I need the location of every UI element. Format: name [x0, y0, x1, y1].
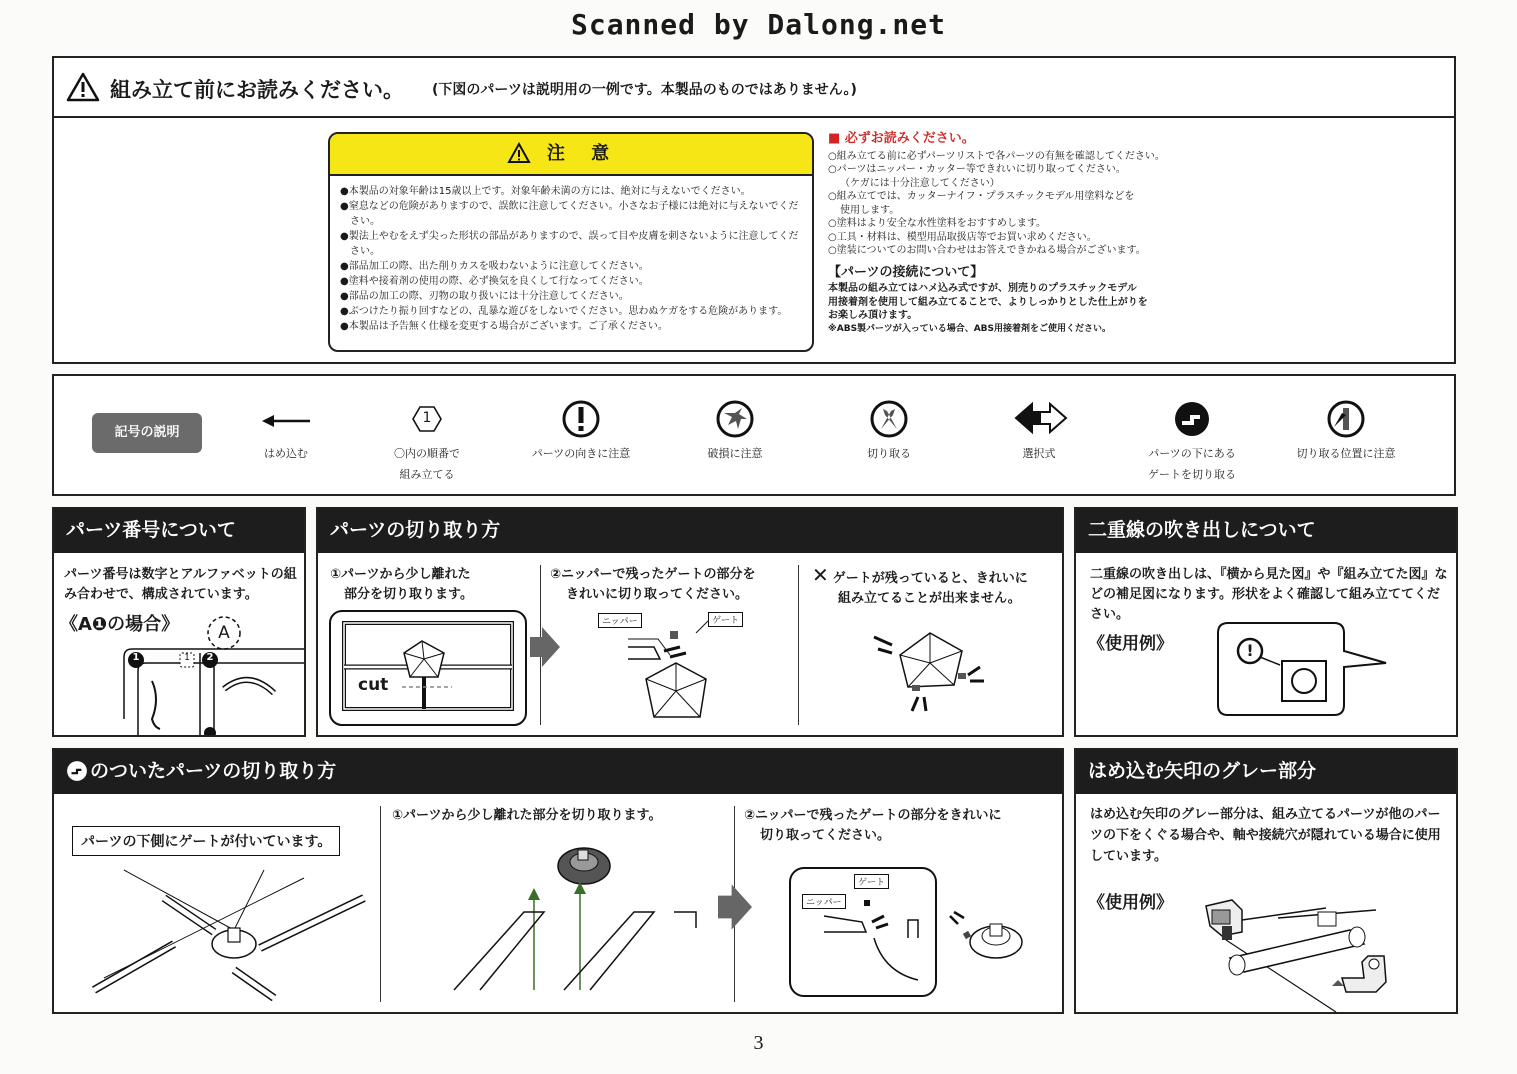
double-line-text: 二重線の吹き出しは、『横から見た図』や『組み立てた図』などの補足図になります。形状をよく確認して組み立ててください。	[1090, 567, 1448, 622]
part-number-text: パーツ番号は数字とアルファベットの組み合わせで、構成されています。	[64, 567, 297, 602]
must-read-item: ○工具・材料は、模型用品取扱店等でお買い求めください。	[828, 231, 1097, 243]
intro-subtitle: (下図のパーツは説明用の一例です。本製品のものではありません。)	[432, 82, 857, 98]
double-arrow-icon	[1014, 401, 1068, 435]
caution-triangle-icon	[508, 143, 530, 163]
double-line-mark: !	[1246, 641, 1254, 660]
gate-under-header	[54, 750, 1062, 794]
gate-under-title: のついたパーツの切り取り方	[90, 760, 337, 782]
symbol-label: 〇内の順番で 組み立てる	[394, 447, 460, 481]
gate-under-divider	[380, 806, 381, 1002]
caution-item: ●ぶつけたり振り回すなどの、乱暴な遊びをしないでください。思わぬケガをする危険があります。	[340, 306, 788, 317]
gate-label: ゲート	[708, 612, 743, 627]
part-small-tag: 1	[184, 653, 190, 663]
trim-nipper-label: ニッパー	[802, 894, 846, 909]
connect-line: お楽しみ頂けます。	[828, 310, 918, 321]
runner-letter-a: A	[218, 623, 230, 643]
under-gate-icon	[66, 760, 88, 782]
must-read-item: ○組み立てでは、カッターナイフ・プラスチックモデル用塗料などを	[828, 191, 1135, 202]
must-read-title: ■ 必ずお読みください。	[828, 131, 975, 146]
step-arrow-icon	[530, 627, 560, 667]
runner-under-diagram	[64, 858, 374, 1008]
insert-arrow-example: 《使用例》	[1088, 893, 1173, 913]
part-tag-2: 2	[206, 652, 214, 663]
insert-arrow-diagram	[1186, 880, 1456, 1010]
gate-under-step2: ②ニッパーで残ったゲートの部分をきれいに 切り取ってください。	[744, 808, 1002, 843]
exclamation-icon	[561, 399, 601, 439]
caution-item: ●塗料や接着剤の使用の際、必ず換気を良くして行なってください。	[340, 276, 649, 287]
cut-position-icon	[1326, 399, 1366, 439]
hexagon-number-glyph: 1	[422, 410, 432, 426]
runner-diagram	[54, 609, 304, 735]
must-read-item: ○塗料はより安全な水性塗料をおすすめします。	[828, 218, 1047, 229]
symbol-label: 切り取る	[867, 447, 911, 460]
scanned-watermark: Scanned by Dalong.net	[570, 8, 946, 41]
connect-line: 用接着剤を使用して組み立てることで、よりしっかりとした仕上がりを	[828, 296, 1148, 308]
symbol-label: パーツの向きに注意	[531, 447, 631, 460]
caution-item: ●窒息などの危険がありますので、誤飲に注意してください。小さなお子様には絶対に与えないでください。	[340, 201, 799, 227]
insert-arrow-text: はめ込む矢印のグレー部分は、組み立てるパーツが他のパーツの下をくぐる場合や、軸や接続穴が隠れている場合に使用しています。	[1090, 807, 1441, 864]
nipper-icon	[869, 399, 909, 439]
page-number: 3	[753, 1032, 764, 1054]
symbol-label: 破損に注意	[707, 447, 763, 460]
cutting-panel	[316, 507, 1064, 737]
breakage-icon	[715, 399, 755, 439]
step-arrow-icon	[718, 884, 752, 930]
must-read-item: ○組み立てる前に必ずパーツリストで各パーツの有無を確認してください。	[828, 150, 1165, 162]
part-number-title: パーツ番号について	[54, 509, 304, 553]
under-gate-icon	[1172, 399, 1212, 439]
symbol-label: パーツの下にある ゲートを切り取る	[1148, 447, 1236, 481]
warning-triangle-icon	[66, 72, 100, 102]
cutting-step2: ②ニッパーで残ったゲートの部分を きれいに切り取ってください。	[550, 567, 756, 602]
gate-trim-diagram	[788, 862, 1058, 1002]
symbols-label: 記号の説明	[92, 413, 202, 453]
part-number-example: 《A❶の場合》	[60, 614, 180, 635]
caution-item: ●本製品は予告無く仕様を変更する場合がございます。ご了承ください。	[340, 321, 668, 332]
bad-gate-diagram	[872, 627, 992, 717]
intro-header-divider	[54, 116, 1454, 118]
intro-frame	[52, 56, 1456, 364]
nipper-label: ニッパー	[598, 613, 642, 628]
symbol-label: はめ込む	[264, 447, 308, 460]
caution-item: ●製法上やむをえず尖った形状の部品がありますので、誤って目や皮膚を刺さないように注意してください。	[340, 231, 799, 257]
part-tag-1: 1	[132, 652, 140, 663]
caution-title-bar	[330, 134, 812, 176]
symbols-frame	[52, 374, 1456, 496]
cross-mark-icon: ✕	[812, 563, 829, 587]
part-number-panel	[52, 507, 306, 737]
trim-gate-label: ゲート	[854, 874, 889, 889]
must-read-item: ○塗装についてのお問い合わせはお答えできかねる場合がございます。	[828, 245, 1146, 256]
connect-line: ※ABS製パーツが入っている場合、ABS用接着剤をご使用ください。	[828, 323, 1112, 334]
arrow-left-icon	[260, 411, 312, 431]
cutting-step3: ✕ ゲートが残っていると、きれいに 組み立てることが出来ません。	[812, 563, 1028, 606]
cutting-title: パーツの切り取り方	[318, 509, 1062, 553]
caution-box	[328, 132, 814, 352]
gate-under-note: パーツの下側にゲートが付いています。	[72, 826, 340, 856]
must-read-block	[828, 132, 1258, 336]
intro-title: 組み立て前にお読みください。	[110, 78, 404, 102]
cut-label: cut	[358, 675, 389, 695]
symbol-label: 切り取る位置に注意	[1296, 447, 1396, 460]
caution-item: ●部品の加工の際、刃物の取り扱いには十分注意してください。	[340, 291, 629, 302]
caution-item: ●部品加工の際、出た削りカスを吸わないように注意してください。	[340, 261, 649, 272]
double-line-example: 《使用例》	[1088, 634, 1173, 654]
connect-title: 【パーツの接続について】	[828, 264, 984, 280]
gate-under-step1: ①パーツから少し離れた部分を切り取ります。	[392, 808, 662, 823]
cutting-step1: ①パーツから少し離れた 部分を切り取ります。	[330, 567, 473, 602]
cut-away-diagram	[404, 840, 724, 1010]
double-line-balloon	[1216, 621, 1456, 731]
caution-title: 注 意	[546, 143, 620, 164]
must-read-item: ○パーツはニッパー・カッター等できれいに切り取ってください。	[828, 164, 1126, 175]
insert-arrow-title: はめ込む矢印のグレー部分	[1076, 750, 1456, 794]
caution-item: ●本製品の対象年齢は15歳以上です。対象年齢未満の方には、絶対に与えないでください。	[340, 186, 751, 197]
double-line-title: 二重線の吹き出しについて	[1076, 509, 1456, 553]
must-read-item: （ケガには十分注意してください）	[840, 177, 1000, 189]
symbol-label: 選択式	[1022, 447, 1056, 460]
connect-line: 本製品の組み立てはハメ込み式ですが、別売りのプラスチックモデル	[828, 283, 1137, 294]
gate-under-panel	[52, 748, 1064, 1014]
caution-list	[330, 176, 812, 342]
cut-runner-diagram	[328, 609, 528, 727]
double-line-panel	[1074, 507, 1458, 737]
insert-arrow-panel	[1074, 748, 1458, 1014]
must-read-item: 使用します。	[840, 204, 900, 216]
